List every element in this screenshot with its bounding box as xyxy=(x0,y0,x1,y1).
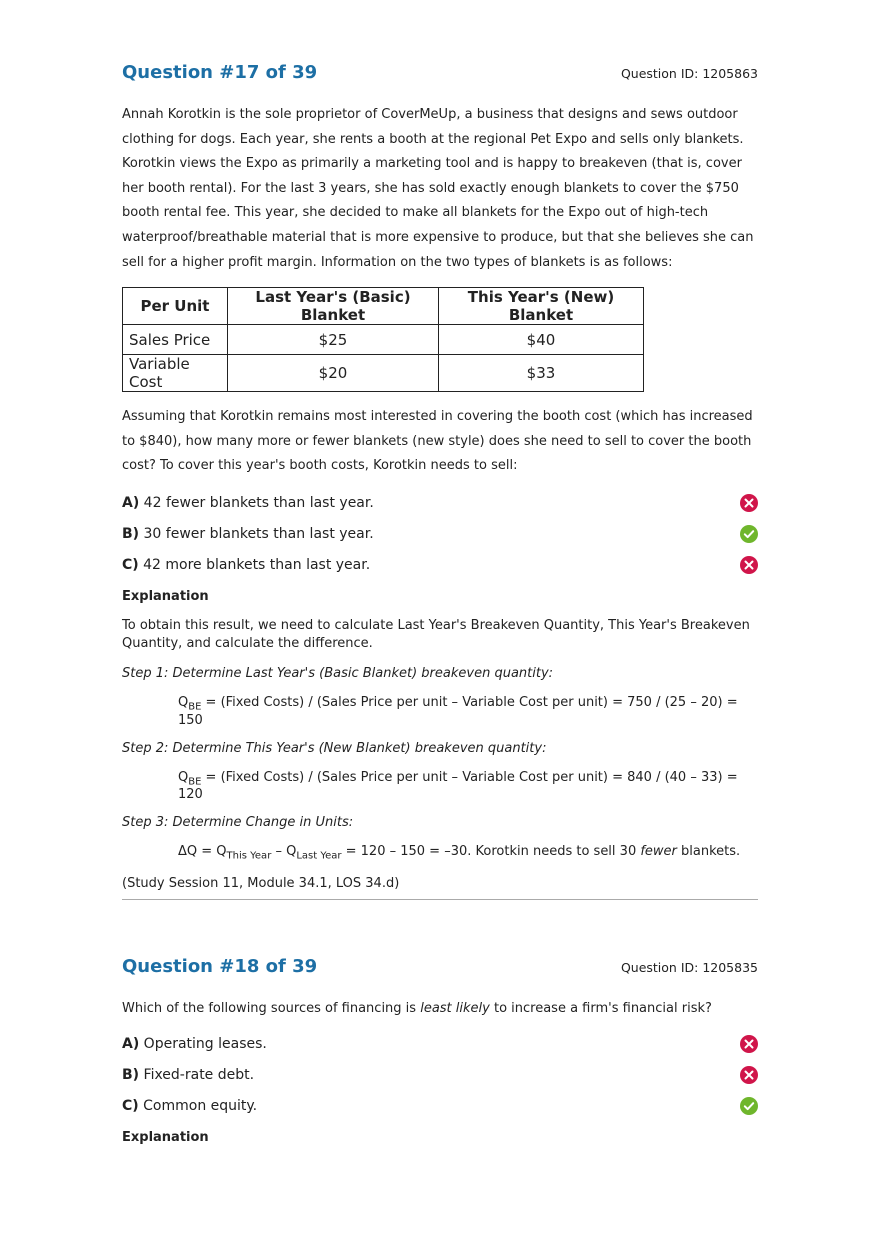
question-header xyxy=(122,62,758,86)
x-circle-icon xyxy=(740,1035,758,1053)
x-circle-icon xyxy=(740,494,758,512)
answer-option-b[interactable] xyxy=(122,1065,758,1096)
study-reference: (Study Session 11, Module 34.1, LOS 34.d) xyxy=(122,875,400,891)
table-row xyxy=(123,325,644,355)
table-header: Last Year's (Basic) Blanket xyxy=(228,288,439,325)
explanation-heading: Explanation xyxy=(122,1129,209,1145)
question-id: Question ID: 1205835 xyxy=(620,960,758,975)
option-letter: B) xyxy=(122,525,140,542)
explanation-intro: To obtain this result, we need to calculate Last Year's Breakeven Quantity, This Year's Breakeven Quantity, and calculate the difference. xyxy=(122,617,750,651)
question-18 xyxy=(122,956,758,1145)
question-title: Question #18 of 39 xyxy=(122,956,318,977)
question-stem: Annah Korotkin is the sole proprietor of CoverMeUp, a business that designs and sews outdoor clothing for dogs. Each year, she rents a booth at the regional Pet Expo and sells only blankets. Korotkin views the Expo as primarily a marketing tool and is happy to breakeven (that is, cover her booth rental). For the last 3 years, she has sold exactly enough blankets to cover the $750 booth rental fee. This year, she decided to make all blankets for the Expo out of high-tech waterproof/breathable material that is more expensive to produce, but that she believes she can sell for a higher profit margin. Information on the two types of blankets is as follows: xyxy=(122,107,754,270)
table-cell: $20 xyxy=(228,355,439,392)
option-text: 42 more blankets than last year. xyxy=(138,556,371,573)
answer-option-a[interactable] xyxy=(122,1034,758,1065)
table-cell: $40 xyxy=(439,325,644,355)
section-divider xyxy=(122,899,758,900)
check-circle-icon xyxy=(740,525,758,543)
answer-options xyxy=(122,1034,758,1127)
option-text: Fixed-rate debt. xyxy=(139,1066,255,1083)
table-cell: $25 xyxy=(228,325,439,355)
x-circle-icon xyxy=(740,556,758,574)
formula-3: $\Delta Q = Q_{This Year} - Q_{Last Year} = 120 - 150 = -30$. Korotkin needs to sell 30 fewer blankets. xyxy=(178,844,741,862)
table-row xyxy=(123,355,644,392)
step-2: Step 2: Determine This Year's (New Blanket) breakeven quantity: xyxy=(122,740,547,756)
step-1: Step 1: Determine Last Year's (Basic Blanket) breakeven quantity: xyxy=(122,665,554,681)
formula-2: $Q_{BE}$ = (Fixed Costs) / (Sales Price per unit – Variable Cost per unit) = 840 / (40 – 33) = 120 xyxy=(178,769,738,803)
option-text: 30 fewer blankets than last year. xyxy=(139,525,374,542)
question-prompt: Assuming that Korotkin remains most interested in covering the booth cost (which has increased to $840), how many more or fewer blankets (new style) does she need to sell to cover the booth cost? To cover this year's booth costs, Korotkin needs to sell: xyxy=(122,409,753,474)
option-letter: C) xyxy=(122,556,139,573)
blanket-table xyxy=(122,287,644,392)
question-17 xyxy=(122,62,758,893)
question-header xyxy=(122,956,758,980)
answer-options xyxy=(122,493,758,586)
step-3: Step 3: Determine Change in Units: xyxy=(122,815,354,831)
answer-option-c[interactable] xyxy=(122,555,758,586)
table-cell: Sales Price xyxy=(123,325,228,355)
answer-option-b[interactable] xyxy=(122,524,758,555)
option-letter: A) xyxy=(122,1035,140,1052)
option-letter: A) xyxy=(122,494,140,511)
table-cell: Variable Cost xyxy=(123,355,228,392)
answer-option-c[interactable] xyxy=(122,1096,758,1127)
question-title: Question #17 of 39 xyxy=(122,62,318,83)
option-letter: C) xyxy=(122,1097,139,1114)
question-id: Question ID: 1205863 xyxy=(620,66,758,81)
explanation-heading: Explanation xyxy=(122,588,209,604)
option-text: Common equity. xyxy=(138,1097,258,1114)
table-header-row xyxy=(123,288,644,325)
option-text: 42 fewer blankets than last year. xyxy=(139,494,374,511)
check-circle-icon xyxy=(740,1097,758,1115)
table-header: This Year's (New) Blanket xyxy=(439,288,644,325)
formula-1: $Q_{BE}$ = (Fixed Costs) / (Sales Price per unit – Variable Cost per unit) = 750 / (25 – 20) = 150 xyxy=(178,694,738,728)
table-cell: $33 xyxy=(439,355,644,392)
option-letter: B) xyxy=(122,1066,140,1083)
x-circle-icon xyxy=(740,1066,758,1084)
question-stem: Which of the following sources of financing is least likely to increase a firm's financial risk? xyxy=(122,1001,712,1016)
option-text: Operating leases. xyxy=(139,1035,267,1052)
table-header: Per Unit xyxy=(123,288,228,325)
answer-option-a[interactable] xyxy=(122,493,758,524)
